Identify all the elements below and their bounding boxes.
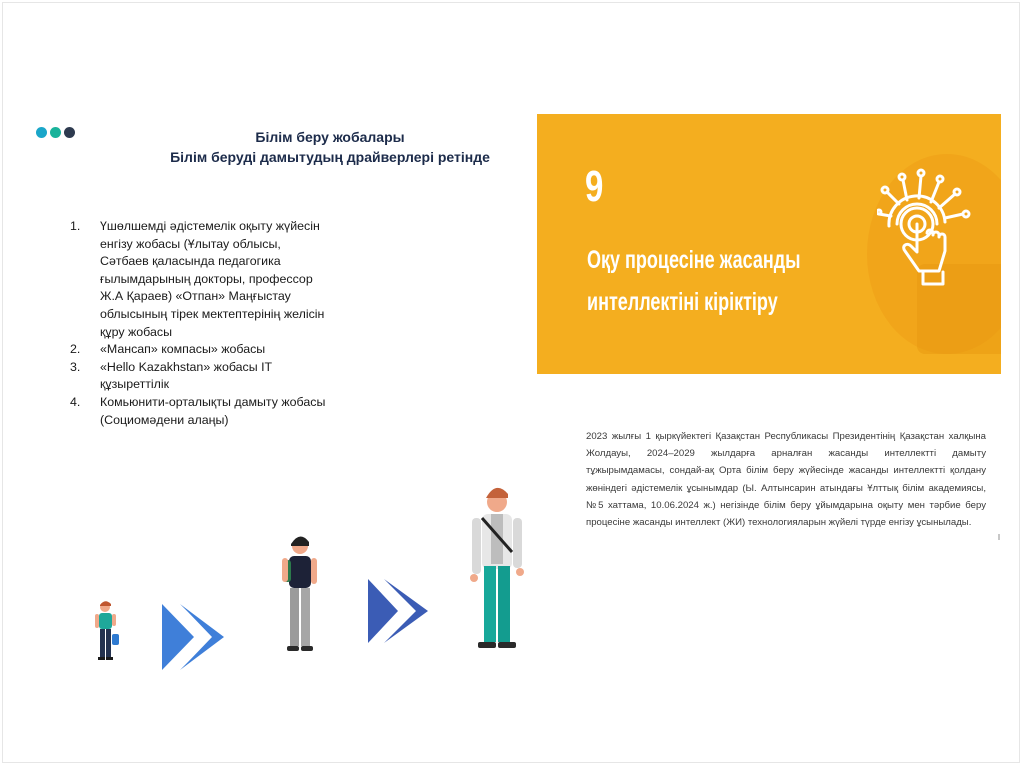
decoration-mark — [998, 534, 1000, 540]
list-item-text: «Мансап» компасы» жобасы — [100, 342, 266, 357]
teen-figure — [278, 534, 322, 654]
banner-number: 9 — [585, 162, 604, 211]
list-item — [70, 341, 330, 359]
list-item-number: 3. — [70, 359, 81, 374]
title-line-1: Білім беру жобалары — [255, 129, 405, 145]
list-item-number: 4. — [70, 394, 81, 409]
dot-teal — [50, 127, 61, 138]
arrow-icon — [366, 577, 430, 645]
project-list — [70, 218, 330, 429]
banner-title-line-1: Оқу процесіне жасанды — [587, 246, 801, 274]
arrow-icon — [160, 602, 226, 672]
list-item-number: 2. — [70, 342, 81, 357]
dot-dark — [64, 127, 75, 138]
banner-title-line-2: интеллектіні кіріктіру — [587, 288, 778, 316]
ai-banner — [537, 114, 1001, 374]
list-item-text: «Hello Kazakhstan» жобасы IT құзыреттілік — [100, 359, 272, 392]
child-figure — [92, 600, 120, 662]
adult-figure — [460, 486, 534, 656]
title-line-2: Білім беруді дамытудың драйверлері ретінде — [170, 149, 490, 165]
list-item-text: Үшөлшемді әдістемелік оқыту жүйесін енгізу жобасы (Ұлытау облысы, Сәтбаев қаласында педагогика ғылымдарының докторы, профессор Ж.А Қараев) «Отпан» Маңғыстау облысының тірек мектептерінің желісін құру жобасы — [100, 219, 325, 339]
list-item — [70, 218, 330, 341]
decorative-dots — [36, 127, 75, 138]
list-item — [70, 359, 330, 394]
list-item-number: 1. — [70, 219, 81, 233]
ai-hand-icon — [877, 164, 973, 294]
list-item-text: Комьюнити-орталықты дамыту жобасы (Социомәдени алаңы) — [100, 394, 326, 427]
decree-text: 2023 жылғы 1 қыркүйектегі Қазақстан Республикасы Президентінің Қазақстан халқына Жолдауы, 2024–2029 жылдарға арналған жасанды интеллектті дамыту тұжырымдамасы, сондай-ақ Орта білім беру жүйесінде жасанды интеллектті қолдану жөніндегі әдістемелік ұсынымдар (Ы. Алтынсарин атындағы Ұлттық білім академиясы, №5 хаттама, 10.06.2024 ж.) негізінде білім беру ұйымдарына оқыту мен тәрбие беру процесіне жасанды интеллект (ЖИ) технологияларын жүйелі түрде енгізу ұсынылады. — [586, 431, 986, 529]
slide-title — [120, 127, 540, 167]
banner-title — [587, 239, 875, 323]
list-item — [70, 394, 330, 429]
dot-cyan — [36, 127, 47, 138]
